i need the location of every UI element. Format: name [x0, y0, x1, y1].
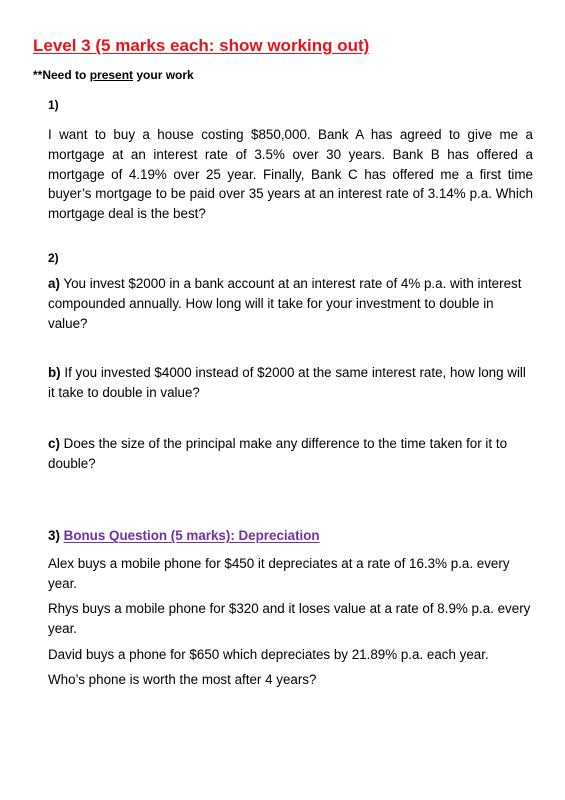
page-title: Level 3 (5 marks each: show working out): [33, 36, 370, 55]
question-2a: [48, 274, 533, 333]
question-3-heading: [48, 528, 320, 543]
question-3-number: 3): [48, 528, 60, 543]
question-2b: [48, 363, 533, 403]
question-1-number: 1): [48, 98, 59, 112]
question-2c-text: Does the size of the principal make any difference to the time taken for it to double?: [48, 436, 508, 471]
instruction-note: [33, 68, 194, 82]
question-3-line-3: David buys a phone for $650 which depreciates by 21.89% p.a. each year.: [48, 647, 489, 662]
question-2b-label: b): [48, 365, 61, 380]
question-2b-text: If you invested $4000 instead of $2000 at the same interest rate, how long will it take to double in value?: [48, 365, 526, 400]
question-3-line-4: Who’s phone is worth the most after 4 years?: [48, 672, 317, 687]
question-2-number: 2): [48, 251, 59, 265]
question-2a-label: a): [48, 276, 60, 291]
note-suffix: your work: [133, 68, 194, 82]
note-prefix: **Need to: [33, 68, 90, 82]
question-2c-label: c): [48, 436, 60, 451]
question-2c: [48, 434, 533, 474]
question-1-text: I want to buy a house costing $850,000. Bank A has agreed to give me a mortgage at an interest rate of 3.5% over 30 years. Bank B has offered a mortgage of 4.19% over 25 year. Finally, Bank C has offered me a first time buyer’s mortgage to be paid over 35 years at an interest rate of 3.14% p.a. Which mortgage deal is the best?: [48, 127, 533, 222]
question-3-line-2: Rhys buys a mobile phone for $320 and it loses value at a rate of 8.9% p.a. every year.: [48, 601, 531, 636]
question-2a-text: You invest $2000 in a bank account at an interest rate of 4% p.a. with interest compounded annually. How long will it take for your investment to double in value?: [48, 276, 522, 331]
bonus-question-heading: Bonus Question (5 marks): Depreciation: [63, 528, 320, 543]
question-3-line-1: Alex buys a mobile phone for $450 it depreciates at a rate of 16.3% p.a. every year.: [48, 556, 510, 591]
note-underlined: present: [89, 68, 134, 82]
